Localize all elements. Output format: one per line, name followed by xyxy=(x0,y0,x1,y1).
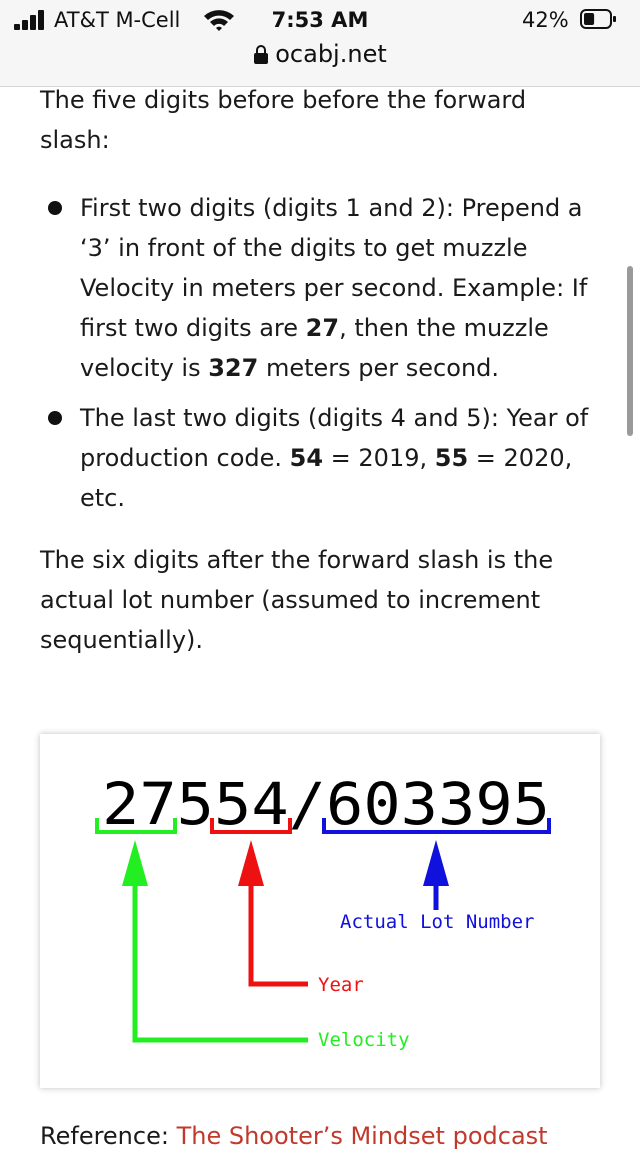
battery-percentage: 42% xyxy=(522,8,569,32)
clock: 7:53 AM xyxy=(271,8,369,32)
bullet-text: First two digits (digits 1 and 2): Prepend a ‘3’ in front of the digits to get muzzle Velocity in meters per second. Example: If first two digits are xyxy=(80,194,588,342)
list-item xyxy=(40,188,600,388)
code-year: 554 xyxy=(176,770,282,838)
lot-label: Actual Lot Number xyxy=(340,911,535,933)
code-lot: 603395 xyxy=(326,770,536,838)
bold-value: 327 xyxy=(208,354,259,382)
lot-number-paragraph: The six digits after the forward slash is the actual lot number (assumed to increment sequentially). xyxy=(40,546,554,654)
bold-value: 54 xyxy=(289,444,324,472)
reference-label: Reference: xyxy=(40,1122,177,1150)
status-bar xyxy=(0,0,640,40)
battery-icon xyxy=(580,9,616,29)
url-text: ocabj.net xyxy=(275,40,387,68)
year-arrow-line xyxy=(251,884,308,984)
bullet-icon xyxy=(48,201,62,215)
year-arrowhead xyxy=(238,840,264,886)
code-velocity: 27 xyxy=(102,770,172,838)
list-item xyxy=(40,398,600,518)
reference-line xyxy=(40,1116,640,1156)
code-slash: / xyxy=(288,770,324,838)
bullet-text: meters per second. xyxy=(258,354,500,382)
intro-paragraph: The five digits before before the forward slash: xyxy=(40,86,527,154)
article-body xyxy=(40,80,600,660)
year-label: Year xyxy=(318,974,364,996)
bullet-icon xyxy=(48,411,62,425)
velocity-label: Velocity xyxy=(318,1029,410,1051)
velocity-arrowhead xyxy=(122,840,148,886)
bold-value: 27 xyxy=(305,314,340,342)
lock-icon xyxy=(253,44,269,64)
bold-value: 55 xyxy=(434,444,469,472)
bullet-text: The last two digits (digits 4 and 5): Year of production code. xyxy=(80,404,589,472)
reference-link[interactable]: The Shooter’s Mindset podcast xyxy=(176,1122,548,1150)
lot-code-diagram xyxy=(40,734,600,1088)
velocity-arrow-line xyxy=(135,884,308,1040)
lot-arrowhead xyxy=(423,840,449,886)
bullet-text: = 2019, xyxy=(323,444,435,472)
scrollbar[interactable] xyxy=(627,266,633,436)
bullet-text: = 2020, etc. xyxy=(80,444,573,512)
bullet-list xyxy=(40,188,600,518)
bullet-text: , then the muzzle velocity is xyxy=(80,314,549,382)
carrier-name: AT&T M-Cell xyxy=(54,8,181,32)
